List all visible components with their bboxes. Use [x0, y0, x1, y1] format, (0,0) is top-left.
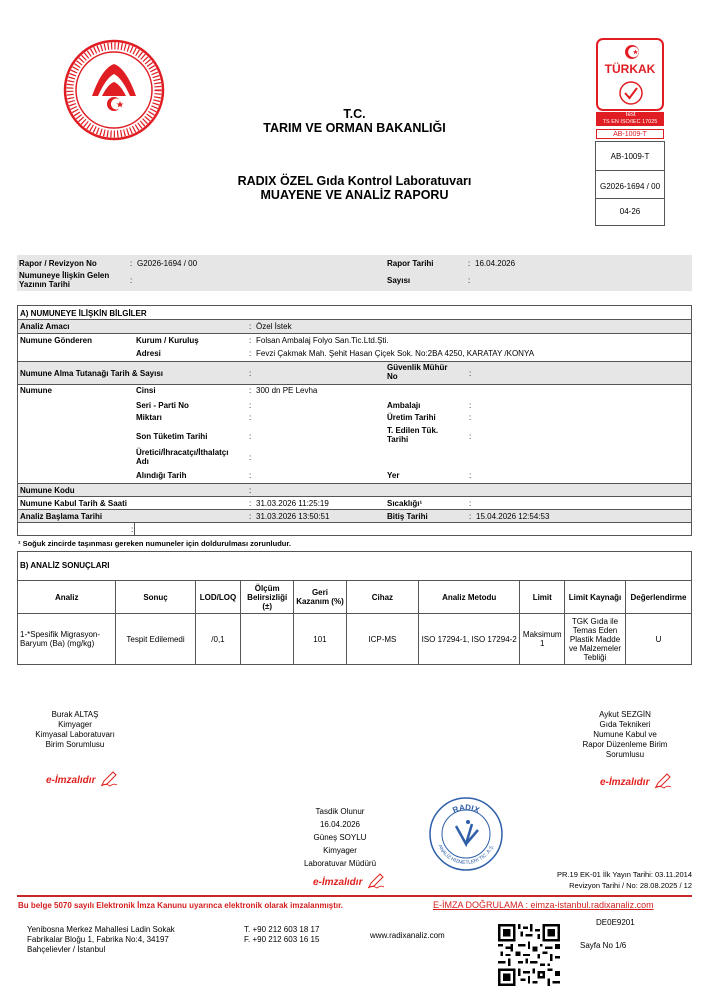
- location-label: Yer: [387, 471, 400, 480]
- consumption-date-label-1: T. Edilen Tük.: [387, 426, 439, 435]
- signer-center-role: Laboratuvar Müdürü: [303, 859, 377, 868]
- letter-count-label: Sayısı: [387, 276, 411, 285]
- signer-center-title: Kimyager: [323, 846, 357, 855]
- report-date-value: 16.04.2026: [475, 259, 516, 268]
- sender-label: Numune Gönderen: [20, 336, 93, 345]
- contact-phones: [244, 925, 319, 945]
- eimza-center-text: e-İmzalıdır: [313, 877, 363, 888]
- results-section-header: [17, 551, 692, 581]
- turkak-logo: [596, 38, 664, 111]
- signature-left: [10, 710, 140, 750]
- turkak-text: TÜRKAK: [604, 62, 656, 76]
- phone-number: T. +90 212 603 18 17: [244, 925, 320, 934]
- col-method: Analiz Metodu: [418, 581, 520, 614]
- col-analysis: Analiz: [18, 581, 116, 614]
- packaging-label: Ambalajı: [387, 401, 421, 410]
- acceptance-label: Numune Kabul Tarih & Saati: [20, 499, 127, 508]
- cell-limit-source: TGK Gıda ile Temas Eden Plastik Madde ve Malzemeler Tebliği: [565, 614, 626, 665]
- col-recovery: Geri Kazanım (%): [294, 581, 347, 614]
- radix-stamp-bottom: ANALİZ HİZMETLERİ TİC. A.Ş.: [436, 843, 496, 867]
- pen-icon: [367, 873, 385, 889]
- table-row: [18, 614, 692, 665]
- footer-divider: [17, 895, 692, 897]
- cell-limit: Maksimum 1: [520, 614, 565, 665]
- svg-text:RADIX: [451, 803, 481, 815]
- header-lab-name: RADIX ÖZEL Gıda Kontrol Laboratuvarı: [237, 174, 472, 188]
- checkmark-circle-icon: [618, 80, 644, 106]
- type-value: 300 dn PE Levha: [256, 386, 318, 395]
- expiry-date-label: Son Tüketim Tarihi: [136, 432, 208, 441]
- fax-number: F. +90 212 603 16 15: [244, 935, 320, 944]
- cell-method: ISO 17294-1, ISO 17294-2: [418, 614, 520, 665]
- sampling-report-label: Numune Alma Tutanağı Tarih & Sayısı: [20, 369, 163, 378]
- start-date-label: Analiz Başlama Tarihi: [20, 512, 103, 521]
- col-uncertainty: Ölçüm Belirsizliği (±): [241, 581, 294, 614]
- cell-result: Tespit Edilemedi: [116, 614, 195, 665]
- signer-right-role: Rapor Düzenleme Birim: [582, 740, 668, 749]
- quantity-label: Miktarı: [136, 413, 162, 422]
- report-month: 04-26: [619, 207, 641, 216]
- signer-center-name: Güneş SOYLU: [313, 833, 367, 842]
- sample-info-table: A) NUMUNEYE İLİŞKİN BİLGİLER Analiz Amacı : Özel İstek Numune Gönderen Kurum / Kuruluş : Folsan Ambalaj Folyo San.Tic.Ltd.Şti. Adresi : Fevzi Çakmak Mah. Şehit Hasan Çiçek Sok. No:2BA 4250, KARATAY /KONYA Numune Alma Tutanağı Tarih & Sayısı : Güvenlik Mühür No : Numune Cinsi : 300 dn PE Levha Seri - Parti No : Ambalajı : Miktarı : Üretim Tarihi : Son Tüketim Tarihi : T. Edilen Tük. Tarihi : Üretici/İhracatçı/İthalatçı Adı : Alındığı Tarih : Yer : Numune Kodu : Numune Kabul Tarih & Saati : 31.03.2026 11:25:19 Sıcaklığı¹ : Analiz Başlama Tarihi : 31.03.2026 13:50:51 Bitiş Tarihi : 15.04.2026 12:54:53 :: [17, 305, 692, 536]
- eimza-right-text: e-İmzalıdır: [600, 777, 650, 788]
- cell-lod-loq: /0,1: [195, 614, 241, 665]
- producer-label-2: Adı: [136, 457, 149, 466]
- signer-left-unit: Kimyasal Laboratuvarı: [35, 730, 115, 739]
- results-header-row: [18, 581, 692, 614]
- form-revision: Revizyon Tarihi / No: 28.08.2025 / 12: [569, 881, 692, 890]
- col-lod-loq: LOD/LOQ: [195, 581, 241, 614]
- section-a-title: A) NUMUNEYE İLİŞKİN BİLGİLER: [20, 309, 147, 318]
- report-number: G2026-1694 / 00: [599, 182, 661, 191]
- sample-code-label: Numune Kodu: [20, 486, 75, 495]
- col-limit: Limit: [520, 581, 565, 614]
- website-link[interactable]: www.radixanaliz.com: [370, 931, 445, 940]
- report-number-label: Rapor / Revizyon No: [19, 259, 97, 268]
- eimza-center: [313, 872, 385, 890]
- results-table: [17, 580, 692, 665]
- security-seal-label-2: No: [387, 372, 398, 381]
- col-device: Cihaz: [346, 581, 418, 614]
- approval-date: 16.04.2026: [319, 820, 361, 829]
- form-info: [520, 869, 692, 891]
- col-evaluation: Değerlendirme: [625, 581, 691, 614]
- incoming-letter-label-2: Yazının Tarihi: [19, 280, 70, 289]
- address-line-1: Yenibosna Merkez Mahallesi Ladin Sokak: [27, 925, 175, 934]
- acceptance-value: 31.03.2026 11:25:19: [256, 499, 329, 508]
- start-date-value: 31.03.2026 13:50:51: [256, 512, 330, 521]
- end-date-value: 15.04.2026 12:54:53: [476, 512, 550, 521]
- radix-stamp-top: RADIX: [451, 802, 481, 815]
- pen-icon: [100, 771, 118, 787]
- crescent-star-icon: [624, 44, 640, 60]
- top-info-block: Rapor / Revizyon No : G2026-1694 / 00 Rapor Tarihi : 16.04.2026 Numuneye İlişkin Gelen Yazının Tarihi : Sayısı :: [17, 255, 692, 291]
- signer-left-name: Burak ALTAŞ: [51, 710, 99, 719]
- turkak-test-label: Test: [624, 112, 636, 118]
- signer-right-name: Aykut SEZGİN: [599, 710, 651, 719]
- approval-label: Tasdik Olunur: [315, 807, 365, 816]
- eimza-left: [46, 770, 118, 788]
- address-line-2: Fabrikalar Bloğu 1, Fabrika No:4, 34197: [27, 935, 169, 944]
- batch-label: Seri - Parti No: [136, 401, 189, 410]
- document-code: DE0E9201: [596, 918, 635, 927]
- eimza-left-text: e-İmzalıdır: [46, 775, 96, 786]
- qr-code-icon[interactable]: [498, 924, 560, 986]
- signature-right: [560, 710, 690, 760]
- eimza-right: [600, 772, 672, 790]
- col-result: Sonuç: [116, 581, 195, 614]
- security-seal-label-1: Güvenlik Mühür: [387, 363, 448, 372]
- analysis-purpose-label: Analiz Amacı: [20, 322, 70, 331]
- signer-right-title: Gıda Teknikeri: [599, 720, 651, 729]
- address-value: Fevzi Çakmak Mah. Şehit Hasan Çiçek Sok. No:2BA 4250, KARATAY /KONYA: [256, 349, 535, 358]
- temperature-label: Sıcaklığı¹: [387, 499, 423, 508]
- signer-right-unit: Numune Kabul ve: [593, 730, 657, 739]
- signature-center: [275, 805, 405, 870]
- turkak-number: AB-1009-T: [596, 129, 664, 139]
- type-label: Cinsi: [136, 386, 156, 395]
- law-notice: Bu belge 5070 sayılı Elektronik İmza Kanunu uyarınca elektronik olarak imzalanmıştır.: [18, 901, 344, 910]
- signer-left-title: Kimyager: [58, 720, 92, 729]
- company-address: [27, 925, 175, 955]
- production-date-label: Üretim Tarihi: [387, 413, 436, 422]
- address-line-3: Bahçelievler / İstanbul: [27, 945, 106, 954]
- cell-recovery: 101: [294, 614, 347, 665]
- institution-value: Folsan Ambalaj Folyo San.Tic.Ltd.Şti.: [256, 336, 389, 345]
- address-label: Adresi: [136, 349, 161, 358]
- report-number-value: G2026-1694 / 00: [137, 259, 198, 268]
- cell-analysis: 1-*Spesifik Migrasyon-Baryum (Ba) (mg/kg): [18, 614, 116, 665]
- section-b-title: B) ANALİZ SONUÇLARI: [20, 561, 110, 570]
- header-tc: T.C.: [343, 107, 366, 121]
- accreditation-number: AB-1009-T: [610, 152, 650, 161]
- analysis-purpose-value: Özel İstek: [256, 322, 292, 331]
- header-report-title: MUAYENE VE ANALİZ RAPORU: [260, 188, 449, 202]
- institution-label: Kurum / Kuruluş: [136, 336, 199, 345]
- report-date-label: Rapor Tarihi: [387, 259, 434, 268]
- col-limit-source: Limit Kaynağı: [565, 581, 626, 614]
- eimza-verify-link[interactable]: E-İMZA DOĞRULAMA : eimza-istanbul.radixanaliz.com: [433, 900, 654, 910]
- cell-device: ICP-MS: [346, 614, 418, 665]
- sample-label: Numune: [20, 386, 52, 395]
- pen-icon: [654, 773, 672, 789]
- turkak-standard: TS EN ISO/IEC 17025: [602, 119, 658, 125]
- header-ministry: TARIM VE ORMAN BAKANLIĞI: [263, 121, 446, 135]
- signer-right-role-2: Sorumlusu: [605, 750, 645, 759]
- received-date-label: Alındığı Tarih: [136, 471, 187, 480]
- producer-label-1: Üretici/İhracatçı/İthalatçı: [136, 448, 229, 457]
- page-number: Sayfa No 1/6: [580, 941, 627, 950]
- signer-left-role: Birim Sorumlusu: [45, 740, 105, 749]
- consumption-date-label-2: Tarihi: [387, 435, 409, 444]
- incoming-letter-label-1: Numuneye İlişkin Gelen: [19, 271, 110, 280]
- form-first-issue: PR.19 EK-01 İlk Yayın Tarihi: 03.11.2014: [557, 870, 692, 879]
- cold-chain-footnote: ¹ Soğuk zincirde taşınması gereken numuneler için doldurulması zorunludur.: [18, 539, 291, 548]
- end-date-label: Bitiş Tarihi: [387, 512, 428, 521]
- cell-evaluation: U: [625, 614, 691, 665]
- cell-uncertainty: [241, 614, 294, 665]
- radix-stamp-logo: [428, 796, 504, 872]
